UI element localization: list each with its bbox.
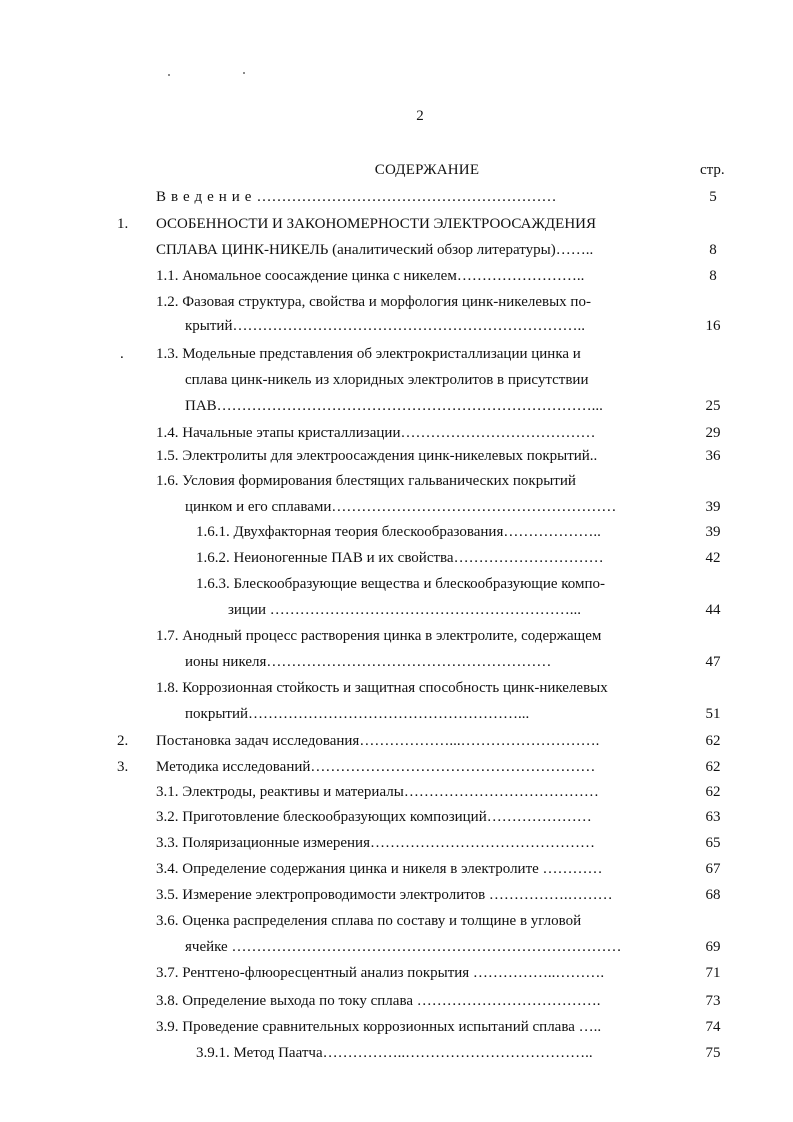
toc-page-number: 5 [709,189,717,205]
toc-entry-text: 1.6.3. Блескообразующие вещества и блескообразующие компо- [196,576,606,592]
toc-page-number: 69 [705,939,721,955]
toc-entry-text: 1.1. Аномальное соосаждение цинка с никелем…………………….. [156,268,585,284]
toc-entry-text: 1.8. Коррозионная стойкость и защитная способность цинк-никелевых [156,680,608,696]
chapter-number: 2. [117,733,129,749]
toc-entry-introduction [156,188,556,206]
toc-page-number: 71 [705,965,721,981]
toc-page-number: 8 [709,268,717,284]
toc-entry-text: 3.5. Измерение электропроводимости электролитов …………….……… [156,887,613,903]
toc-entry-text: 1.6.2. Неионогенные ПАВ и их свойства………………………… [196,550,604,566]
stray-dot: . [120,346,124,362]
toc-entry-text: 1.6. Условия формирования блестящих гальванических покрытий [156,473,576,489]
toc-page-number: 36 [705,448,721,464]
toc-entry-text: 3.3. Поляризационные измерения……………………………………… [156,835,595,851]
toc-entry-text: 3.4. Определение содержания цинка и никеля в электролите ………… [156,861,603,877]
toc-entry-text: 1.4. Начальные этапы кристаллизации………………………………… [156,425,596,441]
toc-page-number: 73 [705,993,721,1009]
toc-page-number: 25 [705,398,721,414]
toc-entry-text: 3.9. Проведение сравнительных коррозионных испытаний сплава ….. [156,1019,602,1035]
toc-page-number: 75 [705,1045,721,1061]
toc-entry-text: 3.8. Определение выхода по току сплава ………………………………. [156,993,601,1009]
toc-page-number: 29 [705,425,721,441]
toc-entry-text: 1.6.1. Двухфакторная теория блескообразования……………….. [196,524,601,540]
toc-page-number: 65 [705,835,721,851]
toc-entry-text: сплава цинк-никель из хлоридных электролитов в присутствии [185,372,589,388]
toc-entry-text: 3.2. Приготовление блескообразующих композиций………………… [156,809,592,825]
toc-entry-text: 1.7. Анодный процесс растворения цинка в электролите, содержащем [156,628,602,644]
toc-entry-text: ионы никеля………………………………………………… [185,654,552,670]
toc-page-number: 39 [705,524,721,540]
toc-page-number: 74 [705,1019,721,1035]
toc-entry-text: 1.2. Фазовая структура, свойства и морфология цинк-никелевых по- [156,294,591,310]
toc-entry-text: крытий…………………………………………………………….. [185,318,585,334]
toc-entry-text: Методика исследований………………………………………………… [156,759,596,775]
toc-entry-text: ОСОБЕННОСТИ И ЗАКОНОМЕРНОСТИ ЭЛЕКТРООСАЖДЕНИЯ [156,216,596,232]
toc-page-number: 62 [705,759,721,775]
toc-entry-text: 1.3. Модельные представления об электрокристаллизации цинка и [156,346,581,362]
toc-entry-text: цинком и его сплавами………………………………………………… [185,499,617,515]
toc-page-number: 67 [705,861,721,877]
toc-page-number: 62 [705,784,721,800]
toc-entry-text: 3.1. Электроды, реактивы и материалы………………………………… [156,784,599,800]
toc-entry-text: зиции ……………………………………………………... [228,602,582,618]
page-column-label: стр. [700,162,725,178]
chapter-number: 3. [117,759,129,775]
toc-page-number: 62 [705,733,721,749]
toc-page-number: 44 [705,602,721,618]
toc-intro-dots: …………………………………………………… [256,189,557,205]
toc-entry-text: покрытий………………………………………………... [185,706,530,722]
toc-page-number: 8 [709,242,717,258]
toc-page-number: 42 [705,550,721,566]
toc-entry-text: ячейке …………………………………………………………………… [185,939,622,955]
toc-entry-text: ПАВ…………………………………………………………………... [185,398,603,414]
toc-entry-text: 3.9.1. Метод Паатча……………..……………………………….. [196,1045,593,1061]
toc-entry-text: Постановка задач исследования………………...………………………. [156,733,600,749]
chapter-number: 1. [117,216,129,232]
toc-entry-text: 3.6. Оценка распределения сплава по составу и толщине в угловой [156,913,582,929]
toc-page-number: 39 [705,499,721,515]
page-number: 2 [416,108,424,124]
toc-page-number: 51 [705,706,721,722]
toc-page-number: 63 [705,809,721,825]
toc-entry-text: 1.5. Электролиты для электроосаждения цинк-никелевых покрытий.. [156,448,598,464]
toc-intro-label: Введение [156,189,257,205]
page-title: СОДЕРЖАНИЕ [374,162,480,178]
toc-entry-text: 3.7. Рентгено-флюоресцентный анализ покрытия ……………..………. [156,965,605,981]
toc-page-number: 47 [705,654,721,670]
toc-page-number: 16 [705,318,721,334]
toc-entry-text: СПЛАВА ЦИНК-НИКЕЛЬ (аналитический обзор литературы)…….. [156,242,594,258]
toc-page-number: 68 [705,887,721,903]
